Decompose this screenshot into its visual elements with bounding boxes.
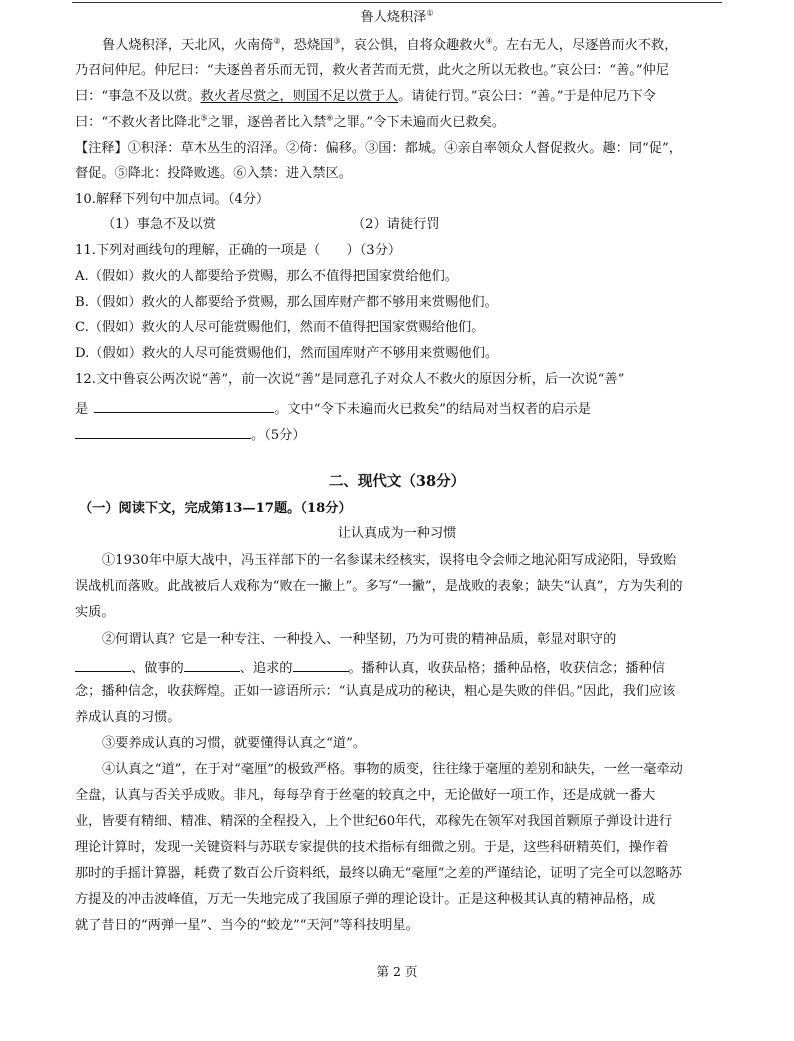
article-p3: ③要养成认真的习惯，就要懂得认真之“道”。 (102, 736, 367, 751)
question-12-line-3: 。（5分） (75, 424, 306, 445)
answer-blank (75, 657, 131, 672)
article-p4-line-4: 理论计算时，发现一关键资料与苏联专家提供的技术指标有细微之别。于是，这些科研精英们，操作着 (75, 840, 669, 855)
top-rule (72, 2, 722, 3)
question-11-option-a: A.（假如）救火的人都要给予赏赐，那么不值得把国家赏给他们。 (75, 269, 458, 284)
article-p4-line-5: 那时的手摇计算器，耗费了数百公斤资料纸，最终以确无“毫厘”之差的严谨结论，证明了完全可以忽略苏 (75, 866, 682, 881)
article-p1-line-2: 误战机而落败。此战被后人戏称为“败在一撇上”。多写“一撇”，是战败的表象；缺失“认真”，方为失利的 (75, 579, 683, 594)
annotation-line-1: 【注释】①积泽：草木丛生的沼泽。②倚：偏移。③国：都城。④亲自率领众人督促救火。趣：同“促”， (75, 141, 682, 156)
page-number: 第 2 页 (376, 964, 418, 979)
article-p2-line-1: ②何谓认真？它是一种专注、一种投入、一种坚韧，乃为可贵的精神品质，彰显对职守的 (102, 632, 617, 647)
question-11-option-b: B.（假如）救火的人都要给予赏赐，那么国库财产都不够用来赏赐他们。 (75, 295, 498, 310)
classical-line-1: 鲁人烧积泽，天北风，火南倚②，恐烧国③，哀公惧，自将众趣救火④。左右无人，尽逐兽而火不救， (102, 36, 678, 53)
article-p4-line-6: 方提及的冲击波峰值，万无一失地完成了我国原子弹的理论设计。正是这种极其认真的精神品格，成 (75, 892, 656, 907)
article-p2-line-4: 养成认真的习惯。 (75, 710, 181, 725)
classical-line-3: 曰：“事急不及以赏。救火者尽赏之，则国不足以赏于人。请徒行罚。”哀公曰：“善。”于是仲尼乃下令 (75, 89, 656, 104)
article-p1-line-3: 实质。 (75, 605, 115, 620)
article-title: 让认真成为一种习惯 (337, 526, 457, 541)
article-p1-line-1: ①1930年中原大战中，冯玉祥部下的一名参谋未经核实，误将电令会师之地沁阳写成泌阳，导致贻 (102, 553, 677, 568)
article-p2-line-2: 、做事的 、追求的 。播种认真，收获品格；播种品格，收获信念；播种信 (75, 657, 665, 678)
classical-title: 鲁人烧积泽① (360, 8, 434, 25)
classical-line-4: 曰：“不救火者比降北⑤之罪，逐兽者比入禁⑥之罪。”令下未遍而火已救矣。 (75, 113, 506, 130)
classical-line-2: 乃召问仲尼。仲尼曰：“夫逐兽者乐而无罚，救火者苦而无赏，此火之所以无救也。”哀公曰：“善。”仲尼 (75, 63, 670, 78)
question-11-option-c: C.（假如）救火的人尽可能赏赐他们，然而不值得把国家赏赐给他们。 (75, 320, 485, 335)
section-subheading: （一）阅读下文，完成第13—17题。（18分） (79, 501, 352, 516)
article-p2-line-3: 念；播种信念，收获辉煌。正如一谚语所示：“认真是成功的秘诀，粗心是失败的伴侣。”因此，我们应该 (75, 684, 676, 699)
article-p4-line-7: 就了昔日的“两弹一星”、当今的“蛟龙”“天河”等科技明星。 (75, 918, 419, 933)
question-11-stem: 11.下列对画线句的理解，正确的一项是（ ）（3分） (75, 243, 402, 258)
question-10-item-2: （2）请徒行罚 (352, 217, 440, 232)
underlined-sentence: 救火者尽赏之，则国不足以赏于人 (200, 89, 399, 104)
answer-blank (184, 657, 240, 672)
article-p4-line-2: 全盘，认真与否关乎成败。非凡，每每孕育于丝毫的较真之中，无论做好一项工作，还是成就一番大 (75, 788, 656, 803)
section-heading: 二、现代文（38分） (328, 473, 466, 490)
question-10-item-1: （1）事急不及以赏 (102, 217, 216, 232)
question-12-line-1: 12.文中鲁哀公两次说“善”，前一次说“善”是同意孔子对众人不救火的原因分析，后一次说“善” (75, 372, 625, 387)
answer-blank (75, 424, 251, 439)
article-p4-line-3: 业，皆要有精细、精准、精深的全程投入，上个世纪60年代，邓稼先在领军对我国首颗原子弹设计进行 (75, 814, 673, 829)
article-p4-line-1: ④认真之“道”，在于对“毫厘”的极致严格。事物的质变，往往缘于毫厘的差别和缺失，一丝一毫牵动 (102, 762, 683, 777)
question-12-line-2: 是 。文中“令下未遍而火已救矣”的结局对当权者的启示是 (75, 398, 591, 419)
question-11-option-d: D.（假如）救火的人尽可能赏赐他们，然而国库财产不够用来赏赐他们。 (75, 346, 499, 361)
answer-blank (94, 398, 274, 413)
annotation-line-2: 督促。⑤降北：投降败逃。⑥入禁：进入禁区。 (75, 166, 352, 181)
answer-blank (293, 657, 349, 672)
question-10-stem: 10.解释下列句中加点词。（4分） (75, 192, 270, 207)
